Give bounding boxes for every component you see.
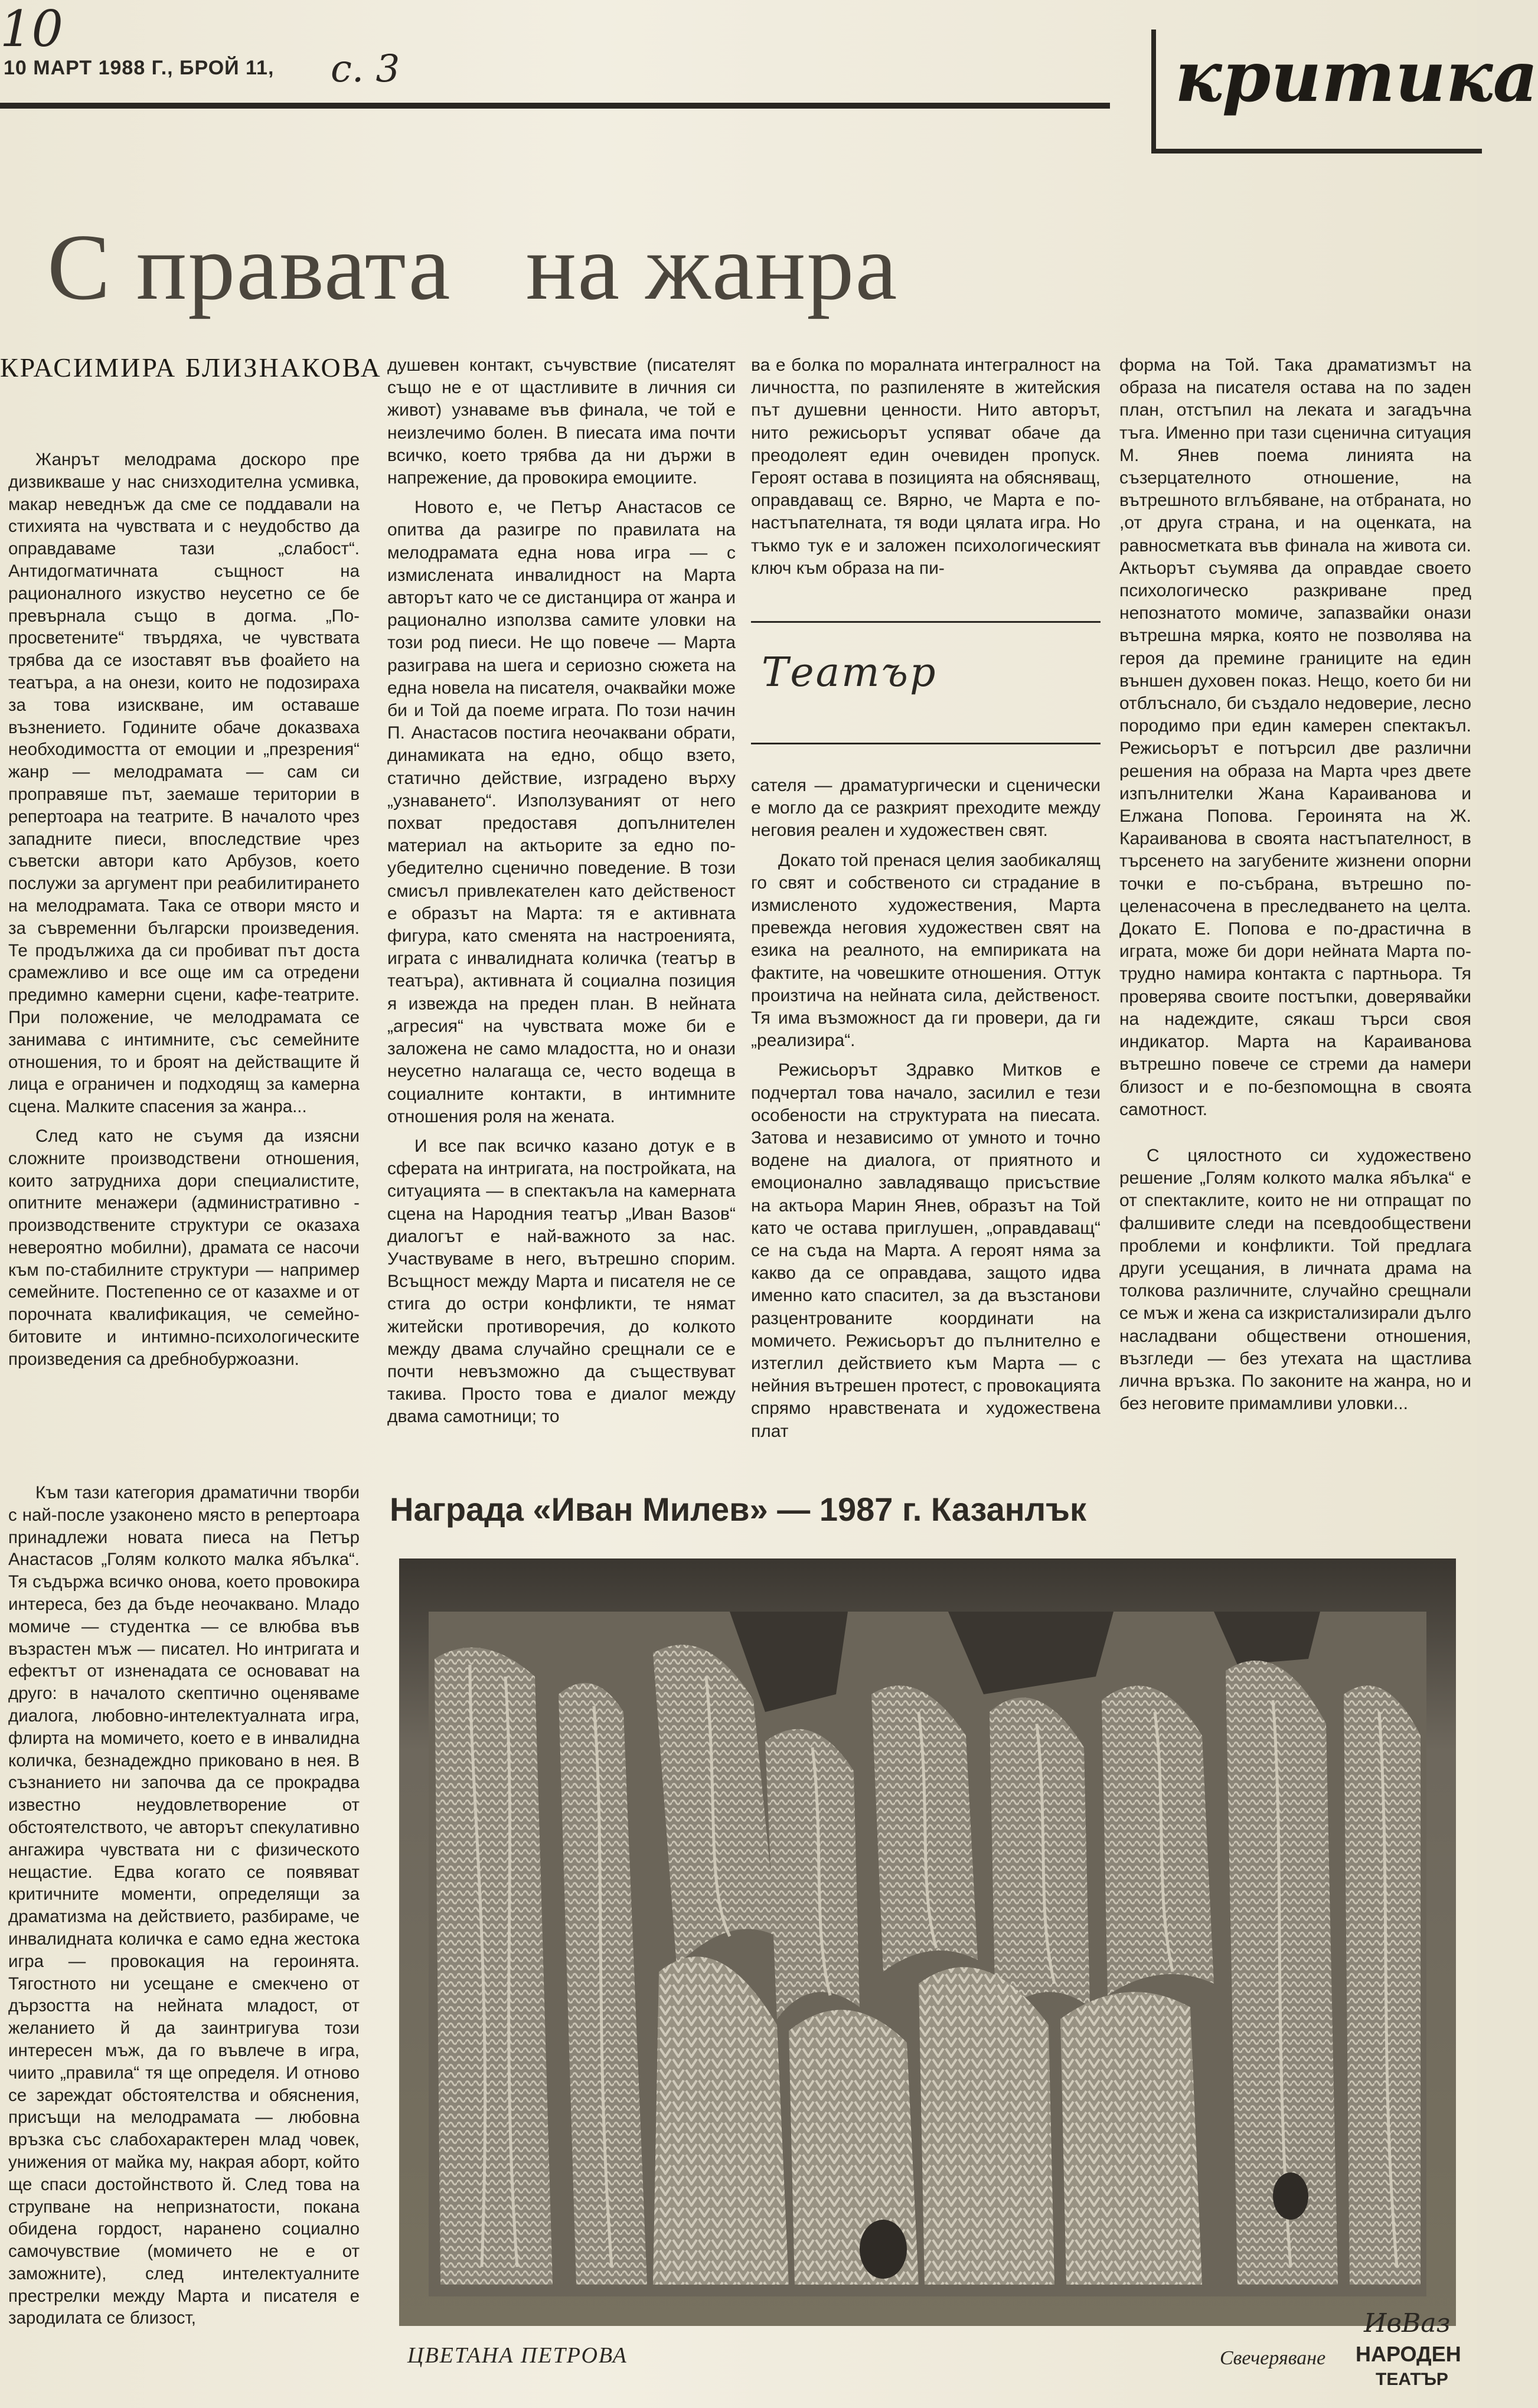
paragraph: Новото е, че Петър Анастасов се опитва да разигре по правилата на мелодрамата една нова игра — с измислената инвалидност на Марта авторът като че се дистанцира от жанра и рационално използва самите уловки на този род пиеси. Не що повече — Марта разиграва на шега и сериозно сюжета на една новела на писателя, очаквайки може би и Той да поеме играта. По този начин П. Анастасов постига неочаквани обрати, динамиката на едно, общо взето, статично действие, изградено върху „узнаването“. Използуваният от него похват предоставя допълнителен материал на актьорите за едно по-убедително сценично поведение. В този смисъл привлекателен като действеност е образът на Марта: тя е активната фигура, като сменята на настроенията, играта с инвалидната количка (театър в театъра), активната й социална позиция я извежда на преден план. В нейната „агресия“ на чувствата може би е заложена не само младостта, но и онази неусетно налагаща се, често водеща в социалните контакти, в интимните отношения роля на жената. [387,498,736,1126]
column-3-bottom [751,775,1101,1464]
section-rule-bottom [751,743,1101,744]
award-heading: Награда «Иван Милев» — 1987 г. Казанлък [390,1491,1087,1528]
tapestry-image [399,1558,1456,2326]
paragraph: Към тази категория драматични творби с най-после узаконено място в репертоара принадлежи новата пиеса на Петър Анастасов „Голям колкото малка ябълка“. Тя съдържа всичко онова, което провокира интереса, без да бъде неочаквано. Младо момиче — студентка — се влюбва във възрастен мъж — писател. Но интригата и ефектът от изненадата се основават на друго: в началото скептично оценяваме диалога, любовно-интелектуалната игра, флирта на момичето, което е в инвалидна количка, безнадеждно приковано в нея. В съзнанието ни започва да се прокрадва известно неудовлетворение от обстоятелството, че авторът спекулативно ангажира чувствата ни с физическото нещастие. Едва когато се появяват критичните моменти, определящи за драматизма на действието, разбираме, че инвалидната количка е само една жестока игра — провокация на героинята. Тягостното ни усещане е смекчено от дързостта на нейната младост, от желанието й да заинтригува този интересен мъж, да го въвлече в игра, чиито „правила“ тя ще определя. И отново се зареждат обстоятелства и обяснения, присъщи на мелодрамата — любовна връзка със слабохарактерен млад човек, унижения от майка му, накрая аборт, който ще спаси достойнството й. След това на струпване на непризнатости, покана обидена гордост, наранено социално самочувствие (момичето не е от заможните), след интелектуалните престрелки между Марта и писателя е зародилата се близост, [8,1483,360,2328]
handwritten-page-mark: с. 3 [331,47,400,91]
photo-credit: ЦВЕТАНА ПЕТРОВА [407,2343,628,2368]
paragraph: Режисьорът Здравко Митков е подчертал това начало, засилил е тези особености на структурата на пиесата. Затова и независимо от умното и точно водене на диалога, от приятното и емоционално завладяващо присъствие на актьора Марин Янев, образът на Той като че остава приглушен, „оправдаващ“ се на съда на Марта. А героят няма за какво да се оправдава, защото идва именно като спасител, за да възстанови разцентрованите координати на момичето. Режисьорът до пълнително е изтеглил действието към Марта — с нейния вътрешен протест, с провокацията спрямо нравствената и художествена плат [751,1060,1101,1441]
national-theatre-stamp [1352,2302,1470,2406]
stamp-logo [1352,2302,1470,2403]
column-4 [1119,354,1471,1464]
stamp-middle: НАРОДЕН [1356,2342,1461,2366]
section-label-theatre: Театър [762,649,938,696]
handwritten-issue-mark: 10 [0,0,63,58]
paragraph: С цялостното си художествено решение „Голям колкото малка ябълка“ е от спектаклите, които не ни отпращат по фалшивите следи на псевдообществени проблеми и конфликти. Той предлага други усещания, в личната драма на толкова различните, случайно срещнали се мъж и жена са изкристализирали дълго насладвани обществени отношения, възгледи — без утехата на щастлива лична връзка. По законите на жанра, но и без неговите примамливи уловки... [1119,1145,1471,1414]
artwork-photo [399,1558,1456,2326]
paragraph: Докато той пренася целия заобикалящ го свят и собственото си страдание в измисленото художествения, Марта превежда неговия художествен свят на езика на реалното, на емпириката на фактите, на човешките отношения. Оттук произтича на нейната сила, действеност. Тя има възможност да ги провери, да ги „реализира“. [751,850,1101,1051]
photo-caption: Свечеряване [1220,2347,1326,2369]
paragraph: След като не съумя да изясни сложните производствени отношения, които затрудниха дори специалистите, опитните менажери (административно - производствените структури се оказаха невероятно мобилни), драмата се насочи към по-стабилните структури — например семейните. Постепенно се от казахме и от порочната квалификация, че семейно-битовите и интимно-психологическите произведения са дребнобуржоазни. [8,1126,360,1369]
paragraph: ва е болка по моралната интегралност на личността, по разпиленяте в житейския път душевни ценности. Нито авторът, нито режисьорът успяват обаче да преодолеят един очевиден пропуск. Героят остава в позицията на обясняващ, оправдаващ се. Вярно, че Марта е по-настъпателната, тя води цялата игра. Но тъкмо тук е и заложен психологическият ключ към образа на пи- [751,355,1101,578]
top-rule [0,103,1110,109]
section-rule-top [751,621,1101,623]
column-1-bottom [8,1482,360,2373]
column-3-top [751,354,1101,590]
stamp-top: ИвВаз [1364,2308,1451,2338]
column-2 [387,354,736,1464]
paragraph: Жанрът мелодрама доскоро пре дизвикваше у нас снизходителна усмивка, макар неведнъж да сме се поддавали на стихията на чувствата и с неудобство да оправдаваме тази „слабост“. Антидогматичната същност на рационалного изкуство неусетно се бе превърнала също в догма. „По-просветените“ твърдяха, че чувствата трябва да се изоставят във фоайето на театъра, а на онези, които не подозираха за това изискване, им оставаше възнението. Годините обаче доказваха необходимостта от емоции и „презрения“ жанр — мелодрамата — сам си проправяше път, заемаше територии в репертоара на театрите. В началото чрез западните пиеси, впоследствие чрез съветски автори като Арбузов, което послужи за аргумент при реабилитирането на мелодрамата. Така се отвори място и за съвременни български произведения. Те продължиха да си пробиват път доста срамежливо и все още им са отредени предимно камерни сцени, кафе-театрите. При положение, че мелодрамата се занимава с интимните, със семейните отношения, то и броят на действащите й лица е ограничен и подходящ за камерна сцена. Малките спасения за жанра... [8,450,360,1117]
stamp-bottom: ТЕАТЪР [1376,2370,1448,2389]
paragraph: И все пак всичко казано дотук е в сферата на интригата, на постройката, на ситуацията — в спектакъла на камерната сцена на Народния театър „Иван Вазов“ диалогът е най-важното за нас. Участвуваме в него, вътрешно спорим. Всъщност между Марта и писателя не се стига до остри конфликти, те нямат житейски противоречия, до колкото между двама случайно срещнали се е почти невъзможно да съществуват такива. Просто това е диалог между двама самотници; то [387,1136,736,1427]
column-1-top [8,449,360,1464]
rubric-label: критика [1175,35,1538,117]
article-headline: С правата на жанра [47,214,899,319]
paragraph: форма на Той. Така драматизмът на образа на писателя остава на по заден план, отстъпил на леката и загадъчна тъга. Именно при тази сценична ситуация М. Янев поема линията на съзерцателното отношение, на вътрешното вглъбяване, на отбраната, но ,от друга страна, и на оценката, на равносметката във финала на живота си. Актьорът съумява да оправдае своето психологическо разкриване пред непознатото момиче, запазвайки онази вътрешна мярка, която не позволява на героя да премине границите на един външен духовен показ. Нещо, което би ни отблъснало, би създало недоверие, лесно породимо при един камерен спектакъл. Режисьорът е потърсил две различни решения на образа на Марта чрез двете изпълнителки Жана Караиванова и Елжана Попова. Героинята на Ж. Караиванова в своята настъпателност, в търсенето на загубените жизнени опорни точки е по-събрана, вътрешно по-целенасочена в преследването на целта. Докато Е. Попова е по-драстична в играта, може би дори нейната Марта по-трудно намира контакта с партньора. Тя проверява своите постъпки, доверявайки на надеждите, сякаш търси своя индикатор. Марта на Караиванова вътрешно повече се стреми да намери близост и е по-безпомощна в своята самотност. [1119,355,1471,1119]
paragraph: душевен контакт, съчувствие (писателят също не е от щастливите в личния си живот) узнаваме във финала, че той е неизлечимо болен. В пиесата има почти всичко, което трябва да ни държи в напрежение, да провокира емоциите. [387,355,736,488]
dateline: 10 МАРТ 1988 Г., БРОЙ 11, [4,57,275,79]
article-byline: КРАСИМИРА БЛИЗНАКОВА [0,352,382,383]
paragraph: сателя — драматургически и сценически е могло да се разкрият преходите между неговия реален и художествен свят. [751,776,1101,841]
